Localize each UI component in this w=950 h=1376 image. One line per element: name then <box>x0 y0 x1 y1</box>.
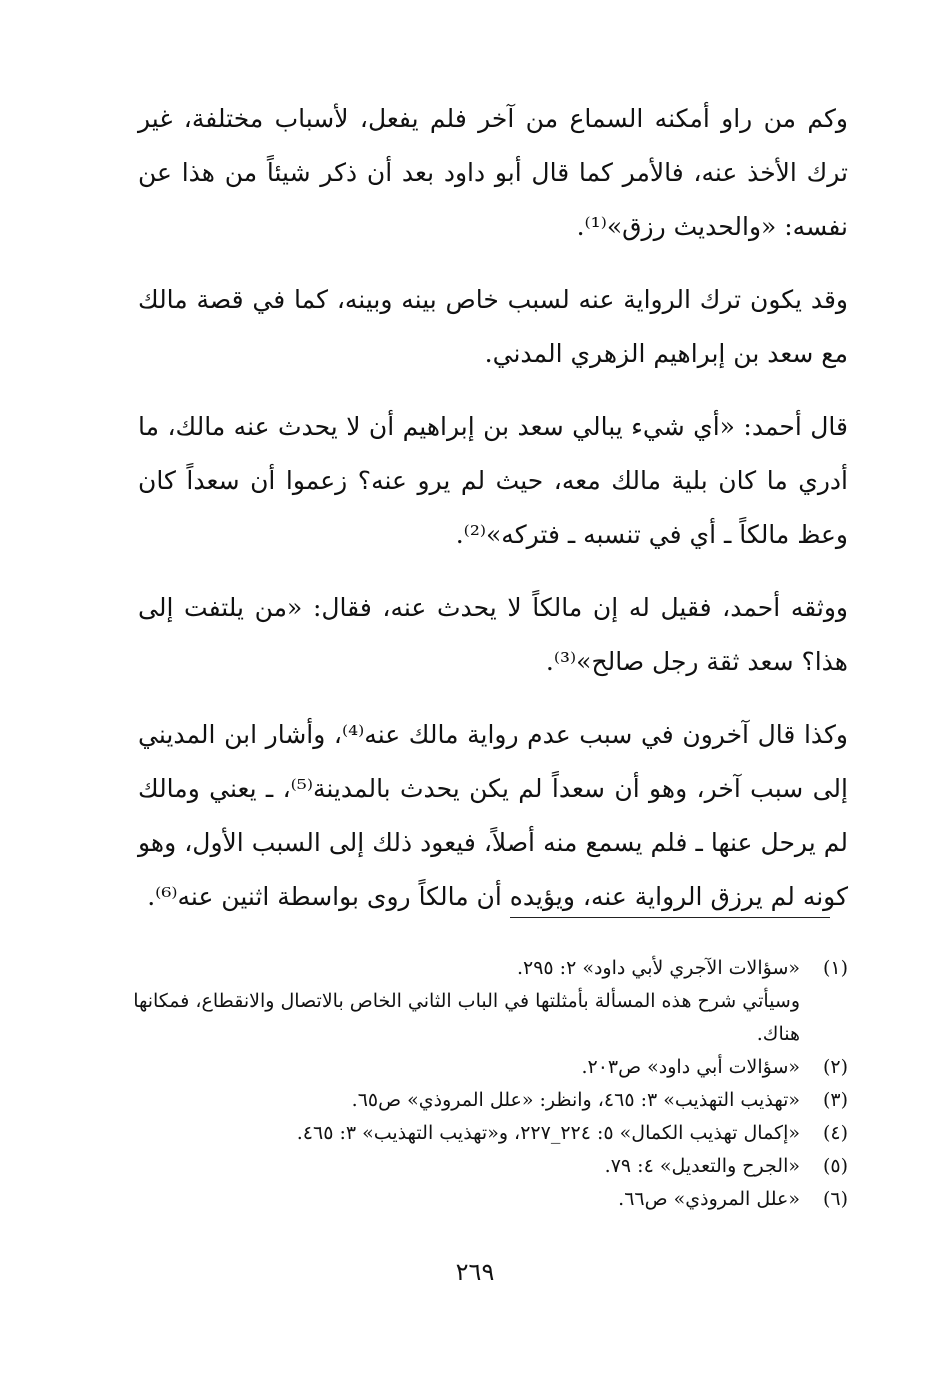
footnote-text: «إكمال تهذيب الكمال» ٥: ٢٢٤_٢٢٧، و«تهذيب التهذيب» ٣: ٤٦٥. <box>296 1122 800 1144</box>
footnote-number: (٤) <box>822 1122 848 1144</box>
paragraph: وقد يكون ترك الرواية عنه لسبب خاص بينه وبينه، كما في قصة مالك مع سعد بن إبراهيم الزهري المدني. <box>138 285 848 368</box>
footnote-item <box>120 1183 848 1216</box>
footnote-item <box>120 1084 848 1117</box>
footnote-extra: وسيأتي شرح هذه المسألة بأمثلتها في الباب الثاني الخاص بالاتصال والانقطاع، فمكانها هناك. <box>133 990 800 1045</box>
footnote-text: «علل المروذي» ص٦٦. <box>618 1188 800 1210</box>
footnote-body <box>120 952 800 1051</box>
footnotes <box>120 952 848 1216</box>
paragraph: وكذا قال آخرون في سبب عدم رواية مالك عنه⁽⁴⁾، وأشار ابن المديني إلى سبب آخر، وهو أن سعداً لم يكن يحدث بالمدينة⁽⁵⁾، ـ يعني ومالك لم يرحل عنها ـ فلم يسمع منه أصلاً، فيعود ذلك إلى السبب الأول، وهو كونه لم يرزق الرواية عنه، ويؤيده أن مالكاً روى بواسطة اثنين عنه⁽⁶⁾. <box>138 720 848 911</box>
footnote-number: (١) <box>822 957 848 979</box>
footnote-item <box>120 952 848 1051</box>
footnote-item <box>120 1150 848 1183</box>
main-text <box>138 92 848 943</box>
paragraph: قال أحمد: «أي شيء يبالي سعد بن إبراهيم أن لا يحدث عنه مالك، ما أدري ما كان بلية مالك معه، حيث لم يرو عنه؟ زعموا أن سعداً كان وعظ مالكاً ـ أي في تنسبه ـ فتركه»⁽²⁾. <box>138 412 848 549</box>
footnote-number: (٦) <box>822 1188 848 1210</box>
paragraph: وكم من راو أمكنه السماع من آخر فلم يفعل، لأسباب مختلفة، غير ترك الأخذ عنه، فالأمر كما قال أبو داود بعد أن ذكر شيئاً من هذا عن نفسه: «والحديث رزق»⁽¹⁾. <box>138 104 848 241</box>
footnote-number: (٣) <box>822 1089 848 1111</box>
footnote-divider <box>510 917 830 918</box>
footnote-text: «تهذيب التهذيب» ٣: ٤٦٥، وانظر: «علل المروذي» ص٦٥. <box>351 1089 800 1111</box>
footnote-item <box>120 1117 848 1150</box>
footnote-item <box>120 1051 848 1084</box>
footnote-number: (٥) <box>822 1155 848 1177</box>
paragraph: ووثقه أحمد، فقيل له إن مالكاً لا يحدث عنه، فقال: «من يلتفت إلى هذا؟ سعد ثقة رجل صالح»⁽³⁾. <box>138 593 848 676</box>
page-number: ٢٦٩ <box>455 1258 495 1286</box>
footnote-text: «سؤالات أبي داود» ص٢٠٣. <box>581 1056 800 1078</box>
footnote-text: «سؤالات الآجري لأبي داود» ٢: ٢٩٥. <box>516 957 800 979</box>
footnote-number: (٢) <box>822 1056 848 1078</box>
footnote-text: «الجرح والتعديل» ٤: ٧٩. <box>604 1155 800 1177</box>
